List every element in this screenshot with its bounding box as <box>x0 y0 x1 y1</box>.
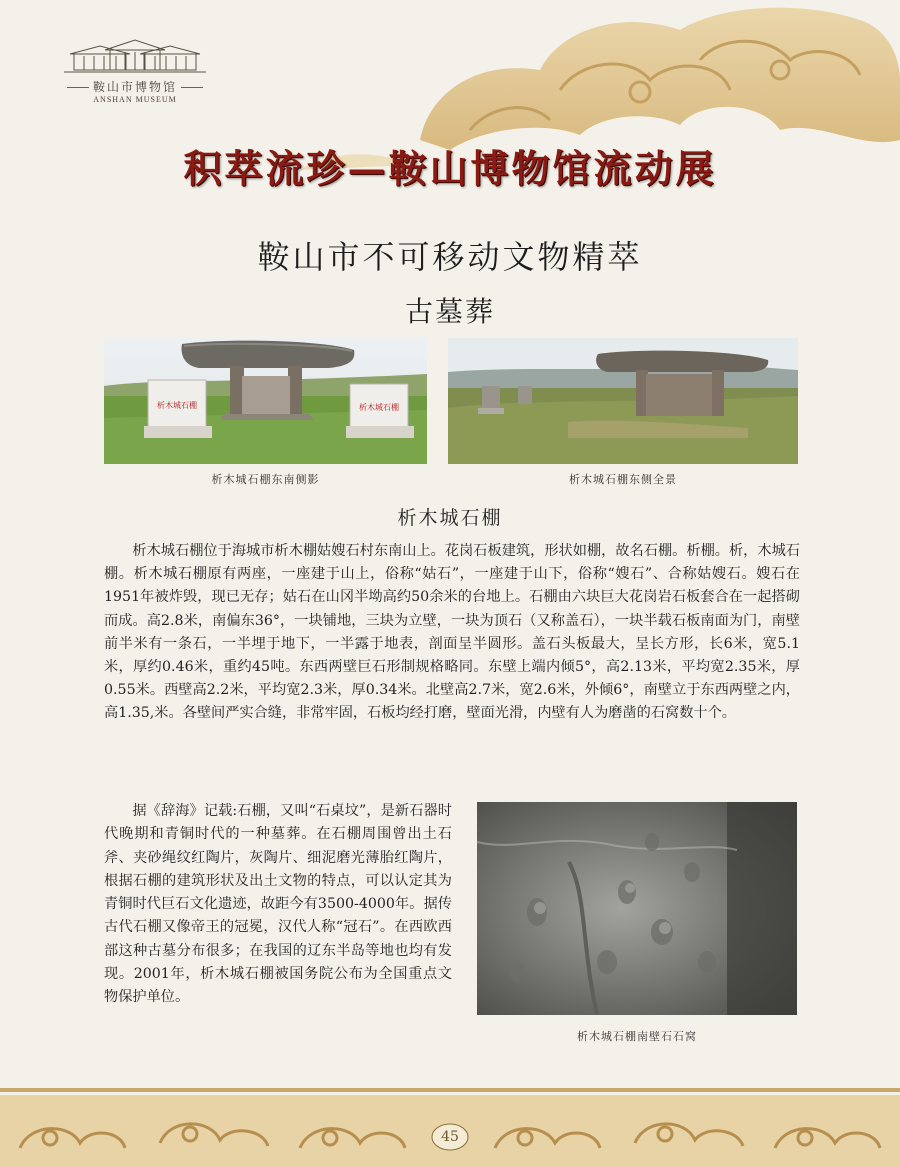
body-paragraph-2: 据《辞海》记载:石棚，又叫“石桌坟”，是新石器时代晚期和青铜时代的一种墓葬。在石棚周围曾出土石斧、夹砂绳纹红陶片，灰陶片、细泥磨光薄胎红陶片，根据石棚的建筑形状及出土文物的特点，可以认定其为青铜时代巨石文化遗迹，故距今有3500-4000年。据传古代石棚又像帝王的冠冕，汉代人称“冠石”。在西欧西部这种古墓分布很多；在我国的辽东半岛等地也均有发现。2001年，析木城石棚被国务院公布为全国重点文物保护单位。 <box>104 803 452 1006</box>
museum-building-icon <box>60 36 210 76</box>
photo-south-wall-cup-marks <box>477 802 797 1015</box>
page-subtitle: 古墓葬 <box>404 295 495 328</box>
page-title: 鞍山市不可移动文物精萃 <box>257 238 643 276</box>
photo-caption: 析木城石棚东侧全景 <box>569 473 677 486</box>
page-number: 45 <box>441 1129 459 1145</box>
photo-stone-shed-southeast <box>104 338 427 464</box>
photo-stone-shed-east <box>448 338 798 464</box>
section-heading: 析木城石棚 <box>397 507 503 529</box>
logo-english-name: ANSHAN MUSEUM <box>93 95 177 104</box>
logo-chinese-name: 鞍山市博物馆 <box>92 80 177 94</box>
photo-caption: 析木城石棚东南侧影 <box>211 473 320 486</box>
body-paragraph-1: 析木城石棚位于海城市析木棚姑嫂石村东南山上。花岗石板建筑，形状如棚，故名石棚。析棚。析，木城石棚。析木城石棚原有两座，一座建于山上，俗称“姑石”，一座建于山下，俗称“嫂石”、合称姑嫂石。嫂石在1951年被炸毁，现已无存；姑石在山冈半坳高约50余米的台地上。石棚由六块巨大花岗岩石板套合在一起搭砌而成。高2.8米，南偏东36°，一块铺地，三块为立壁，一块为顶石（又称盖石），一块半载石板南面为门，南壁前半米有一条石，一半埋于地下，一半露于地表，剖面呈半圆形。盖石头板最大，呈长方形，长6米，宽5.1米，厚约0.46米，重约45吨。东西两壁巨石形制规格略同。东壁上端内倾5°，高2.13米，平均宽2.35米，厚0.55米。西壁高2.2米，平均宽2.3米，厚0.34米。北壁高2.7米，宽2.6米，外倾6°，南壁立于东西两壁之内，高1.35,米。各壁间严实合缝，非常牢固，石板均经打磨，壁面光滑，内壁有人为磨凿的石窝数十个。 <box>104 543 800 722</box>
photo-caption: 析木城石棚南壁石石窝 <box>577 1030 697 1043</box>
exhibition-banner-title: 积萃流珍—鞍山博物馆流动展 <box>183 146 717 191</box>
sign-text-2: 析木城石棚 <box>359 403 399 412</box>
museum-logo <box>60 36 210 108</box>
sign-text: 析木城石棚 <box>157 401 197 410</box>
